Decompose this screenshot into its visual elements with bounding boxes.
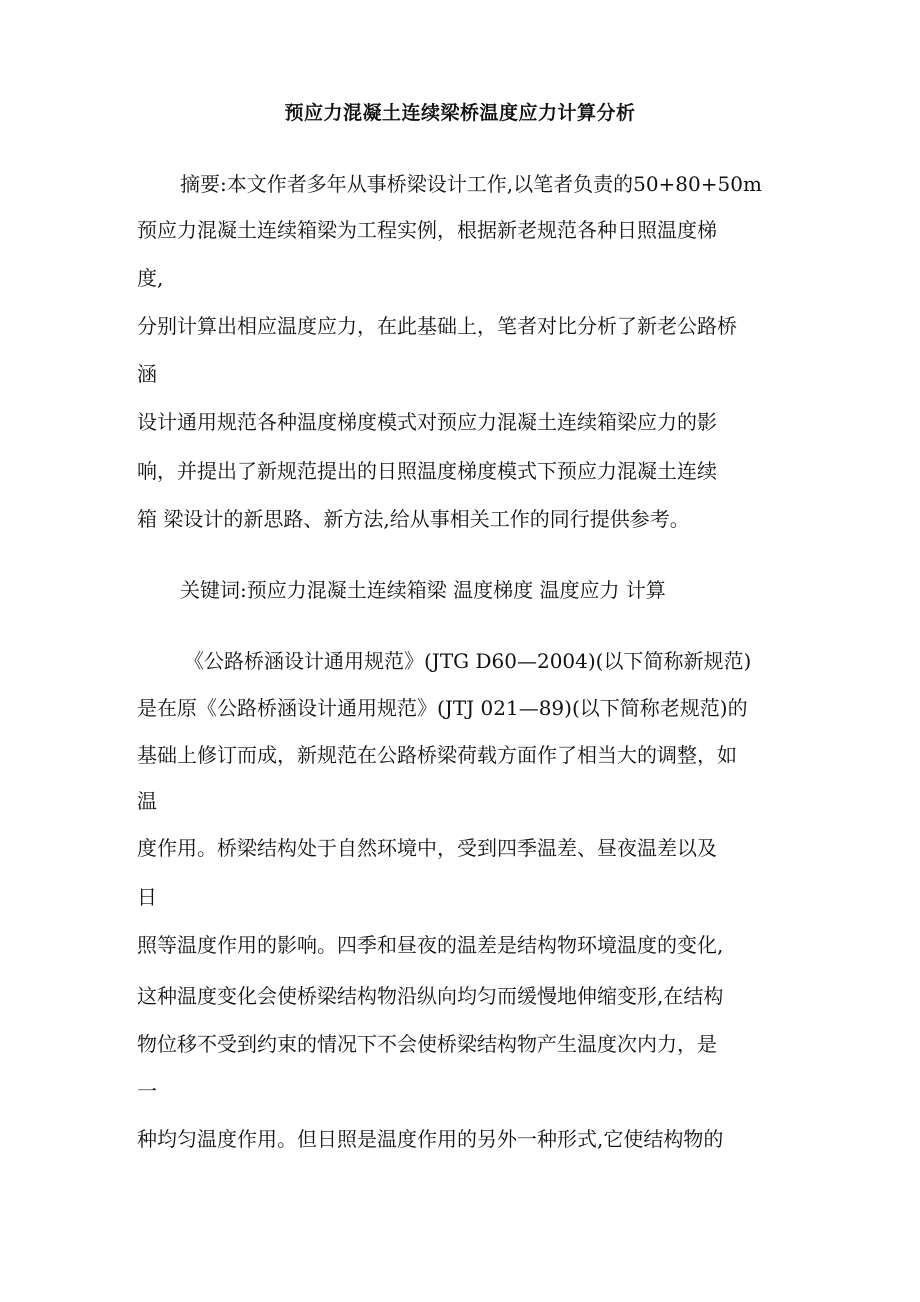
body-line: 种均匀温度作用。但日照是温度作用的另外一种形式,它使结构物的 xyxy=(137,1127,724,1151)
body-line: 日 xyxy=(137,885,157,909)
abstract-line: 分别计算出相应温度应力，在此基础上，笔者对比分析了新老公路桥 xyxy=(137,314,737,338)
keywords-line: 关键词:预应力混凝土连续箱梁 温度梯度 温度应力 计算 xyxy=(180,578,666,602)
abstract-line: 设计通用规范各种温度梯度模式对预应力混凝土连续箱梁应力的影 xyxy=(137,410,717,434)
abstract-line: 涵 xyxy=(137,362,157,386)
body-line: 基础上修订而成，新规范在公路桥梁荷载方面作了相当大的调整，如 xyxy=(137,743,737,767)
body-line: 物位移不受到约束的情况下不会使桥梁结构物产生温度次内力，是 xyxy=(137,1032,717,1056)
body-line: 照等温度作用的影响。四季和昼夜的温差是结构物环境温度的变化, xyxy=(137,933,724,957)
body-line: 温 xyxy=(137,789,157,813)
abstract-line: 响，并提出了新规范提出的日照温度梯度模式下预应力混凝土连续 xyxy=(137,459,717,483)
body-line: 这种温度变化会使桥梁结构物沿纵向均匀而缓慢地伸缩变形,在结构 xyxy=(137,984,724,1008)
body-line: 度作用。桥梁结构处于自然环境中，受到四季温差、昼夜温差以及 xyxy=(137,836,717,860)
abstract-line: 预应力混凝土连续箱梁为工程实例，根据新老规范各种日照温度梯 xyxy=(137,218,717,242)
abstract-line: 度, xyxy=(137,266,164,290)
body-line: 是在原《公路桥涵设计通用规范》(JTJ 021—89)(以下简称老规范)的 xyxy=(137,696,748,720)
abstract-line: 箱 梁设计的新思路、新方法,给从事相关工作的同行提供参考。 xyxy=(137,507,690,531)
document-title: 预应力混凝土连续梁桥温度应力计算分析 xyxy=(284,102,636,124)
body-line: 《公路桥涵设计通用规范》(JTG D60—2004)(以下简称新规范) xyxy=(184,649,752,673)
abstract-line: 摘要:本文作者多年从事桥梁设计工作,以笔者负责的50+80+50m xyxy=(180,172,762,196)
body-line: 一 xyxy=(137,1079,157,1103)
